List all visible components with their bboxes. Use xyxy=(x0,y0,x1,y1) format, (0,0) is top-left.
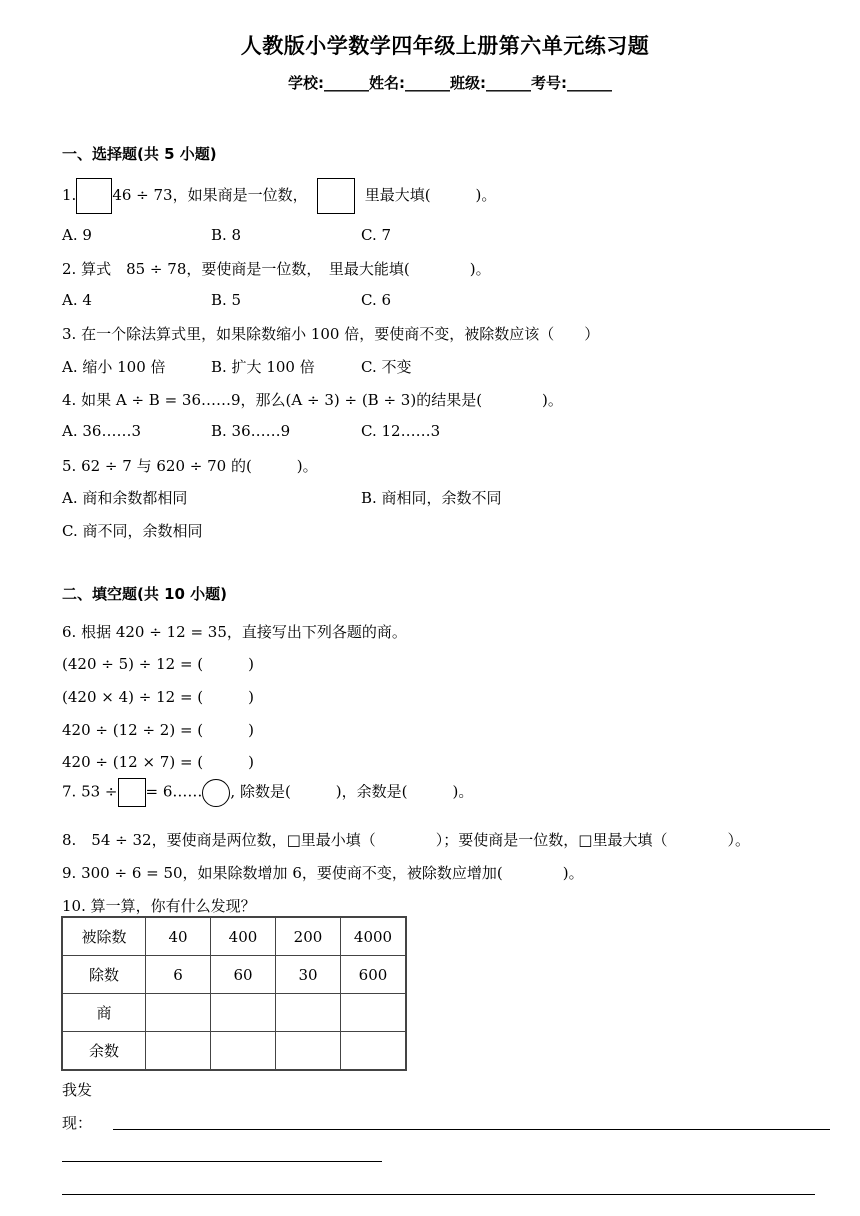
question-4: 4. 如果 A ÷ B = 36……9，那么(A ÷ 3) ÷ (B ÷ 3)的结果是( )。 xyxy=(62,391,563,409)
option: C. 6 xyxy=(361,291,392,309)
equation-line: 420 ÷ (12 × 7) = ( ) xyxy=(62,753,254,771)
table-answer-cell[interactable] xyxy=(146,994,211,1032)
finding-label-line-2: 现： xyxy=(62,1114,93,1132)
option: C. 商不同，余数相同 xyxy=(62,522,203,540)
option: B. 扩大 100 倍 xyxy=(211,358,315,376)
option: C. 7 xyxy=(361,226,392,244)
answer-line[interactable] xyxy=(113,1129,830,1130)
table-row xyxy=(62,1032,406,1071)
answer-box[interactable] xyxy=(76,178,112,214)
question-3: 3. 在一个除法算式里，如果除数缩小 100 倍，要使商不变，被除数应该（ ） xyxy=(62,325,600,343)
table-answer-cell[interactable] xyxy=(276,994,341,1032)
page-title: 人教版小学数学四年级上册第六单元练习题 xyxy=(240,34,650,58)
question-7-part-a: 7. 53 ÷ xyxy=(62,782,118,801)
answer-line[interactable] xyxy=(62,1194,815,1195)
table-cell: 30 xyxy=(276,956,341,994)
section-1-heading: 一、选择题(共 5 小题) xyxy=(62,145,217,163)
table-cell: 40 xyxy=(146,917,211,956)
option: B. 8 xyxy=(211,226,242,244)
question-8: 8. 54 ÷ 32，要使商是两位数，□里最小填（ ）；要使商是一位数，□里最大填（ ）。 xyxy=(62,831,750,849)
table-cell: 600 xyxy=(341,956,407,994)
table-cell: 400 xyxy=(211,917,276,956)
equation-line: 420 ÷ (12 ÷ 2) = ( ) xyxy=(62,721,254,739)
section-2-heading: 二、填空题(共 10 小题) xyxy=(62,585,228,603)
table-row xyxy=(62,917,406,956)
option: A. 36……3 xyxy=(62,422,141,440)
question-10: 10. 算一算，你有什么发现？ xyxy=(62,897,256,915)
table-header-cell: 余数 xyxy=(62,1032,146,1071)
question-6: 6. 根据 420 ÷ 12 = 35，直接写出下列各题的商。 xyxy=(62,623,407,641)
table-row xyxy=(62,994,406,1032)
answer-circle[interactable] xyxy=(202,779,230,807)
division-table xyxy=(61,916,407,1071)
question-9: 9. 300 ÷ 6 = 50，如果除数增加 6，要使商不变，被除数应增加( )。 xyxy=(62,864,584,882)
table-answer-cell[interactable] xyxy=(146,1032,211,1071)
table-answer-cell[interactable] xyxy=(211,994,276,1032)
question-1-number: 1. xyxy=(62,186,77,204)
option: A. 4 xyxy=(62,291,92,309)
table-answer-cell[interactable] xyxy=(341,1032,407,1071)
table-cell: 200 xyxy=(276,917,341,956)
table-answer-cell[interactable] xyxy=(211,1032,276,1071)
question-7-part-b: = 6…… xyxy=(145,782,203,801)
option: C. 12……3 xyxy=(361,422,441,440)
question-7-part-c: , 除数是( )，余数是( )。 xyxy=(230,782,474,801)
answer-box[interactable] xyxy=(317,178,355,214)
equation-line: (420 × 4) ÷ 12 = ( ) xyxy=(62,688,254,706)
table-cell: 60 xyxy=(211,956,276,994)
equation-line: (420 ÷ 5) ÷ 12 = ( ) xyxy=(62,655,254,673)
table-cell: 6 xyxy=(146,956,211,994)
option: A. 缩小 100 倍 xyxy=(62,358,166,376)
table-answer-cell[interactable] xyxy=(341,994,407,1032)
option: B. 36……9 xyxy=(211,422,291,440)
question-7 xyxy=(62,778,473,807)
option: A. 9 xyxy=(62,226,92,244)
option: B. 商相同，余数不同 xyxy=(361,489,502,507)
student-info-line: 学校:______姓名:______班级:______考号:______ xyxy=(288,74,612,92)
option: A. 商和余数都相同 xyxy=(62,489,188,507)
table-header-cell: 除数 xyxy=(62,956,146,994)
table-cell: 4000 xyxy=(341,917,407,956)
finding-label-line-1: 我发 xyxy=(62,1081,93,1099)
question-1 xyxy=(62,178,496,214)
table-header-cell: 被除数 xyxy=(62,917,146,956)
question-2: 2. 算式 85 ÷ 78，要使商是一位数， 里最大能填( )。 xyxy=(62,260,491,278)
option: C. 不变 xyxy=(361,358,412,376)
table-answer-cell[interactable] xyxy=(276,1032,341,1071)
question-1-end: 里最大填( )。 xyxy=(364,186,497,204)
option: B. 5 xyxy=(211,291,242,309)
question-5: 5. 62 ÷ 7 与 620 ÷ 70 的( )。 xyxy=(62,457,318,475)
answer-line[interactable] xyxy=(62,1161,382,1162)
table-header-cell: 商 xyxy=(62,994,146,1032)
answer-box[interactable] xyxy=(118,778,146,807)
table-row xyxy=(62,956,406,994)
question-1-middle: 46 ÷ 73，如果商是一位数， xyxy=(112,186,308,204)
